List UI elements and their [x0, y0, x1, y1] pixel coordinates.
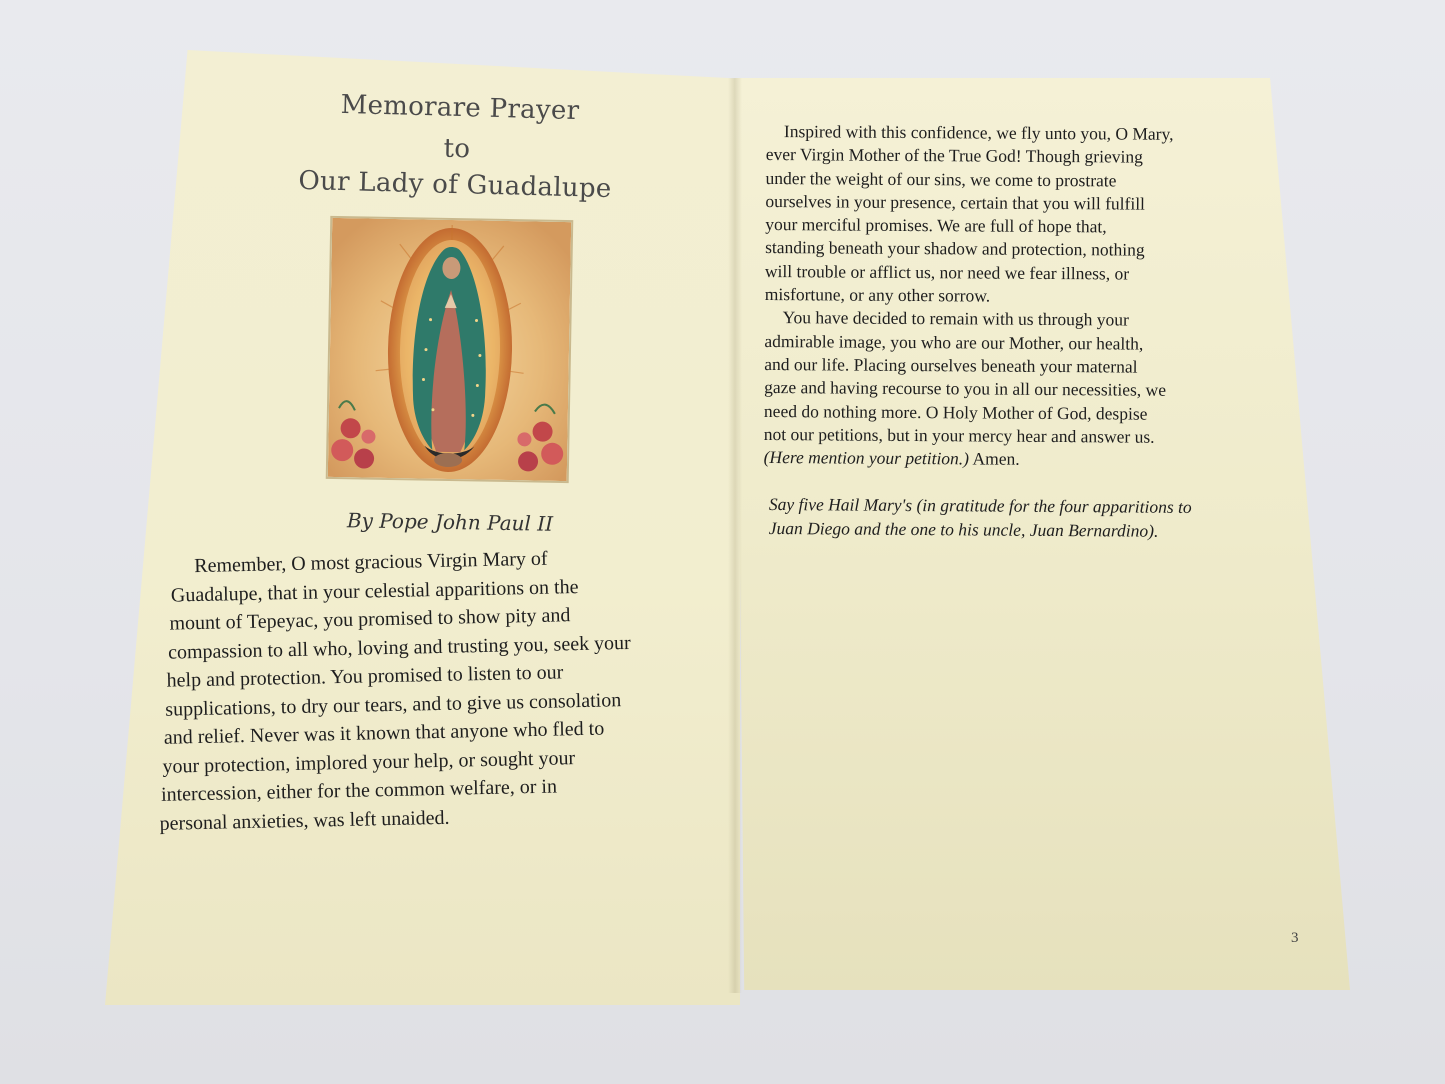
body-line: ourselves in your presence, certain that you will fulfill [765, 190, 1146, 214]
closing-text: (in gratitude for the four apparitions to [916, 495, 1192, 517]
closing-lead: Say five Hail Mary's [768, 493, 913, 515]
body-line: need do nothing more. O Holy Mother of God, despise [763, 400, 1148, 424]
body-line: You have decided to remain with us through your [782, 307, 1129, 330]
body-line: admirable image, you who are our Mother, our health, [764, 330, 1144, 354]
body-line: misfortune, or any other sorrow. [764, 284, 991, 306]
body-line: gaze and having recourse to you in all our necessities, we [764, 377, 1167, 401]
right-body-text [764, 120, 1266, 473]
title-line-3: Our Lady of Guadalupe [298, 165, 612, 205]
guadalupe-illustration [328, 218, 571, 481]
page-number: 3 [1291, 930, 1299, 946]
body-line: and relief. Never was it known that anyone who fled to [163, 717, 605, 749]
byline: By Pope John Paul II [346, 508, 554, 536]
amen-text: Amen. [972, 448, 1020, 469]
body-line: your merciful promises. We are full of hope that, [765, 214, 1107, 237]
body-line: supplications, to dry our tears, and to give us consolation [165, 688, 622, 721]
left-body-text [150, 541, 716, 838]
body-line: standing beneath your shadow and protection, nothing [765, 237, 1145, 261]
closing-line: Juan Diego and the one to his uncle, Juan Bernardino). [768, 517, 1159, 541]
body-line: your protection, implored your help, or sought your [162, 746, 576, 778]
our-lady-of-guadalupe-image [326, 216, 574, 483]
body-line: ever Virgin Mother of the True God! Though grieving [765, 144, 1143, 167]
body-line: compassion to all who, loving and trusting you, seek your [167, 631, 631, 664]
body-line: not our petitions, but in your mercy hear and answer us. [763, 423, 1155, 447]
body-line: help and protection. You promised to listen to our [166, 661, 564, 692]
closing-line [769, 492, 1269, 519]
title-line-1: Memorare Prayer [340, 89, 580, 127]
petition-note: (Here mention your petition.) [763, 447, 970, 469]
book-gutter [728, 78, 742, 993]
body-line: personal anxieties, was left unaided. [159, 806, 450, 835]
body-line: and our life. Placing ourselves beneath your maternal [764, 353, 1138, 377]
body-line: Inspired with this confidence, we fly unto you, O Mary, [783, 121, 1174, 144]
body-line: Guadalupe, that in your celestial apparitions on the [170, 575, 579, 607]
body-line: under the weight of our sins, we come to prostrate [765, 167, 1117, 191]
closing-instruction [769, 492, 1269, 543]
body-line: mount of Tepeyac, you promised to show pity and [169, 604, 571, 635]
body-line: Remember, O most gracious Virgin Mary of [194, 547, 548, 578]
title-line-2: to [443, 133, 471, 165]
body-line: intercession, either for the common welfare, or in [160, 775, 558, 806]
body-line: will trouble or afflict us, nor need we fear illness, or [764, 260, 1130, 284]
petition-line [764, 446, 1264, 473]
